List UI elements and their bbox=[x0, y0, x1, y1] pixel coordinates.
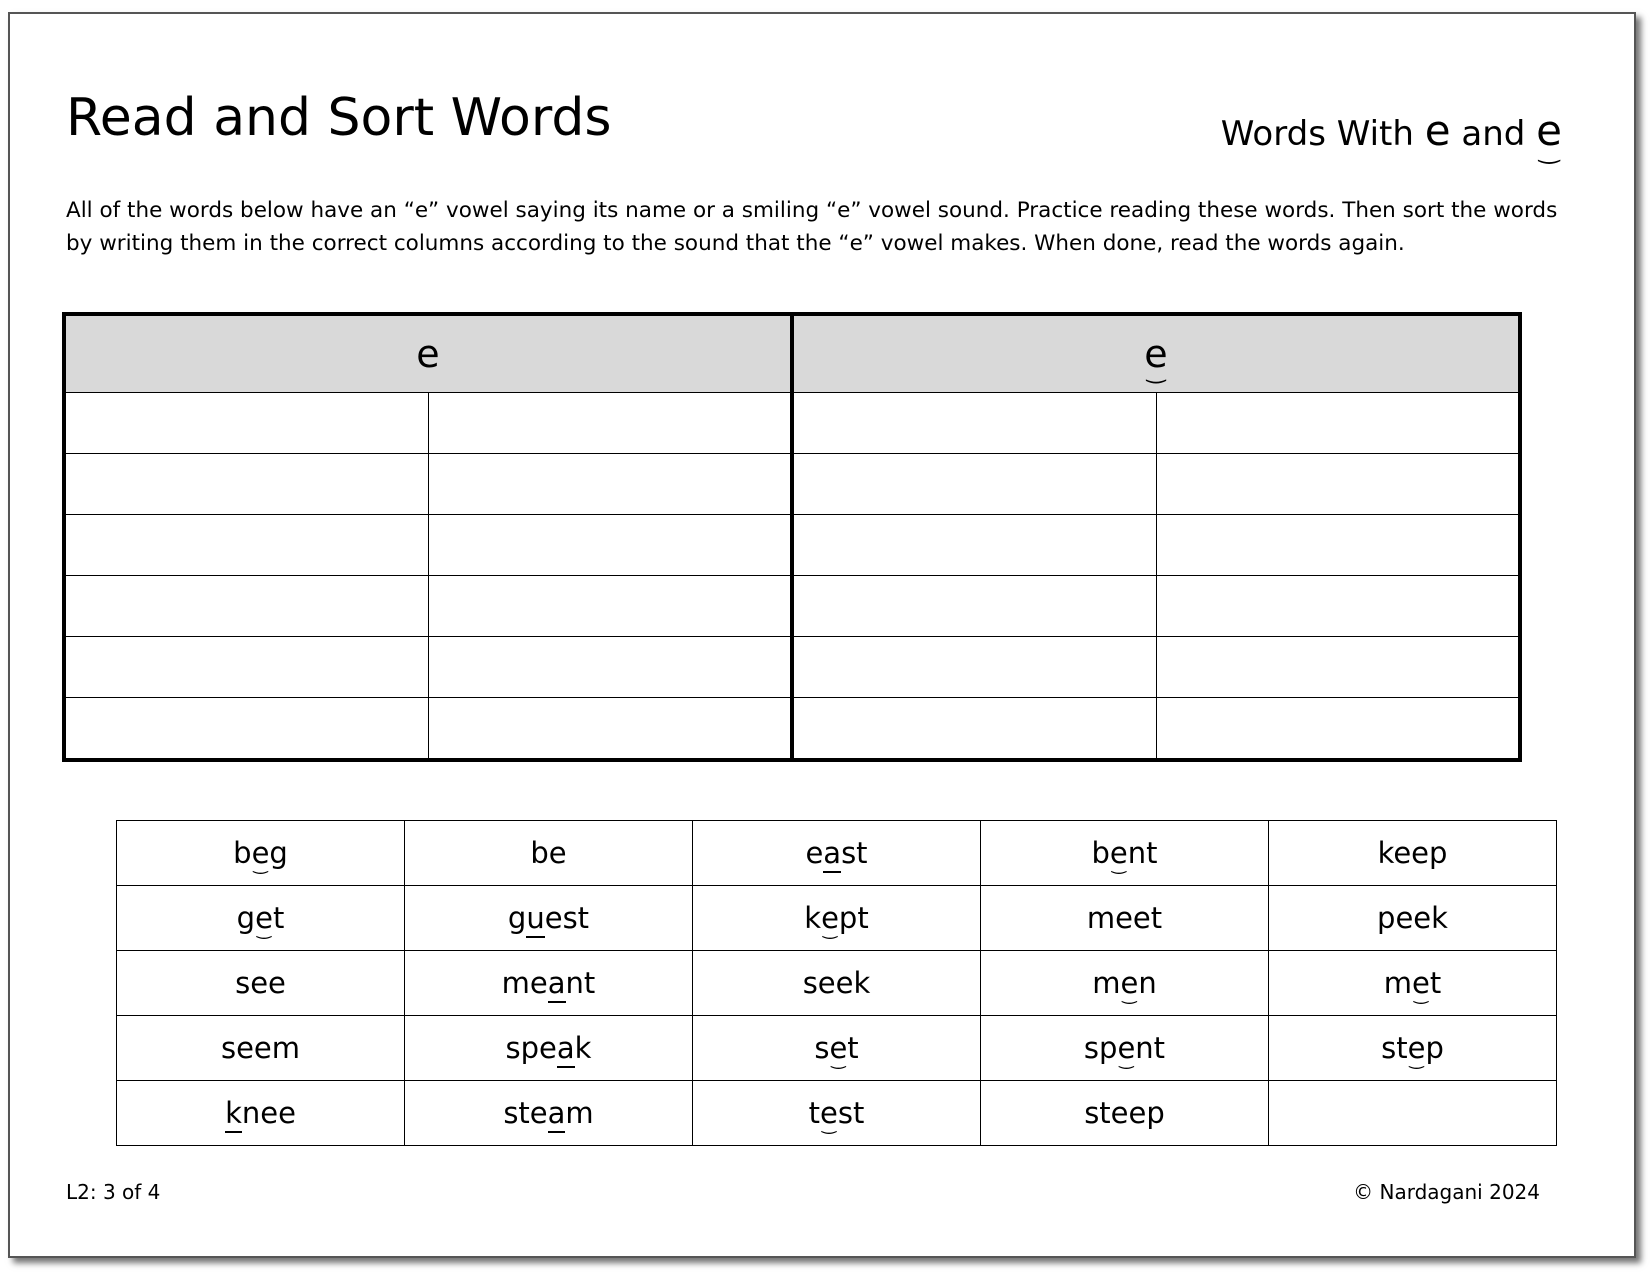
smile-mark-icon bbox=[831, 1052, 845, 1069]
word-bank-cell: peek bbox=[1269, 886, 1557, 951]
write-cell[interactable] bbox=[1156, 637, 1520, 698]
smile-mark-icon bbox=[822, 1117, 836, 1134]
column-header-smiling-e: e ‿ bbox=[792, 314, 1520, 393]
word-bank-cell: steep bbox=[981, 1081, 1269, 1146]
smile-mark-icon bbox=[1112, 857, 1126, 874]
word-bank-cell: se ‿ t bbox=[693, 1016, 981, 1081]
page-number: L2: 3 of 4 bbox=[66, 1180, 161, 1204]
underline-mark-icon bbox=[823, 871, 841, 873]
smile-mark-icon bbox=[1414, 987, 1428, 1004]
write-cell[interactable] bbox=[428, 576, 792, 637]
word-bank-cell: spea k bbox=[405, 1016, 693, 1081]
word-bank-cell: see bbox=[117, 951, 405, 1016]
word-bank-cell: be bbox=[405, 821, 693, 886]
word-bank-cell: seek bbox=[693, 951, 981, 1016]
smile-mark-icon bbox=[823, 922, 837, 939]
write-cell[interactable] bbox=[64, 454, 428, 515]
underline-mark-icon bbox=[548, 1131, 566, 1133]
underline-mark-icon bbox=[548, 1001, 566, 1003]
word-bank-cell: keep bbox=[1269, 821, 1557, 886]
underline-mark-icon bbox=[526, 936, 544, 938]
sort-row bbox=[64, 637, 1520, 698]
subtitle-letter-smiling: e ‿ bbox=[1536, 106, 1562, 155]
word-bank-cell: seem bbox=[117, 1016, 405, 1081]
write-cell[interactable] bbox=[792, 515, 1156, 576]
word-bank-table bbox=[116, 820, 1557, 1146]
word-bank-row bbox=[117, 886, 1557, 951]
sort-row bbox=[64, 515, 1520, 576]
sort-table bbox=[62, 312, 1522, 762]
word-bank-cell: me ‿ n bbox=[981, 951, 1269, 1016]
smile-mark-icon bbox=[1147, 360, 1165, 383]
page-title: Read and Sort Words bbox=[66, 88, 612, 148]
write-cell[interactable] bbox=[792, 698, 1156, 761]
instructions-text: All of the words below have an “e” vowel saying its name or a smiling “e” vowel sound. Practice reading these words. Then sort the words by writing them in the correct columns according to the sound that the “e” vowel makes. When done, read the words again. bbox=[66, 198, 1558, 256]
subtitle-prefix: Words With bbox=[1220, 114, 1414, 154]
sort-row bbox=[64, 698, 1520, 761]
write-cell[interactable] bbox=[1156, 393, 1520, 454]
smile-mark-icon bbox=[254, 857, 268, 874]
write-cell[interactable] bbox=[428, 698, 792, 761]
write-cell[interactable] bbox=[1156, 515, 1520, 576]
word-bank-cell: gu est bbox=[405, 886, 693, 951]
word-bank-cell: te ‿ st bbox=[693, 1081, 981, 1146]
word-bank-cell bbox=[1269, 1081, 1557, 1146]
subtitle-letter-plain: e bbox=[1424, 106, 1451, 155]
underline-mark-icon bbox=[225, 1131, 242, 1133]
word-bank-cell: ke ‿ pt bbox=[693, 886, 981, 951]
write-cell[interactable] bbox=[64, 515, 428, 576]
write-cell[interactable] bbox=[1156, 454, 1520, 515]
word-bank-cell: be ‿ g bbox=[117, 821, 405, 886]
write-cell[interactable] bbox=[64, 637, 428, 698]
word-bank-cell: spe ‿ nt bbox=[981, 1016, 1269, 1081]
write-cell[interactable] bbox=[64, 576, 428, 637]
write-cell[interactable] bbox=[1156, 576, 1520, 637]
sort-row bbox=[64, 454, 1520, 515]
word-bank-cell: meet bbox=[981, 886, 1269, 951]
write-cell[interactable] bbox=[428, 515, 792, 576]
smile-mark-icon bbox=[1119, 1052, 1133, 1069]
column-header-plain-e: e bbox=[64, 314, 792, 393]
word-bank-cell: ste ‿ p bbox=[1269, 1016, 1557, 1081]
write-cell[interactable] bbox=[792, 637, 1156, 698]
write-cell[interactable] bbox=[1156, 698, 1520, 761]
write-cell[interactable] bbox=[64, 393, 428, 454]
subtitle-and: and bbox=[1461, 114, 1526, 154]
word-bank-row bbox=[117, 1016, 1557, 1081]
underline-mark-icon bbox=[557, 1066, 575, 1068]
word-bank-cell: ge ‿ t bbox=[117, 886, 405, 951]
copyright: © Nardagani 2024 bbox=[1353, 1180, 1540, 1204]
word-bank-cell: be ‿ nt bbox=[981, 821, 1269, 886]
write-cell[interactable] bbox=[792, 454, 1156, 515]
word-bank-cell: stea m bbox=[405, 1081, 693, 1146]
smile-mark-icon bbox=[1539, 137, 1559, 162]
write-cell[interactable] bbox=[428, 393, 792, 454]
smile-mark-icon bbox=[1122, 987, 1136, 1004]
sort-row bbox=[64, 393, 1520, 454]
smile-mark-icon bbox=[1410, 1052, 1424, 1069]
sort-row bbox=[64, 576, 1520, 637]
page-subtitle bbox=[1221, 106, 1562, 155]
write-cell[interactable] bbox=[428, 454, 792, 515]
word-bank-cell: me ‿ t bbox=[1269, 951, 1557, 1016]
word-bank-cell: mea nt bbox=[405, 951, 693, 1016]
write-cell[interactable] bbox=[428, 637, 792, 698]
word-bank-cell: k nee bbox=[117, 1081, 405, 1146]
word-bank-row bbox=[117, 1081, 1557, 1146]
smile-mark-icon bbox=[257, 922, 271, 939]
word-bank-cell: ea st bbox=[693, 821, 981, 886]
word-bank-row bbox=[117, 821, 1557, 886]
write-cell[interactable] bbox=[792, 576, 1156, 637]
word-bank-row bbox=[117, 951, 1557, 1016]
write-cell[interactable] bbox=[792, 393, 1156, 454]
write-cell[interactable] bbox=[64, 698, 428, 761]
